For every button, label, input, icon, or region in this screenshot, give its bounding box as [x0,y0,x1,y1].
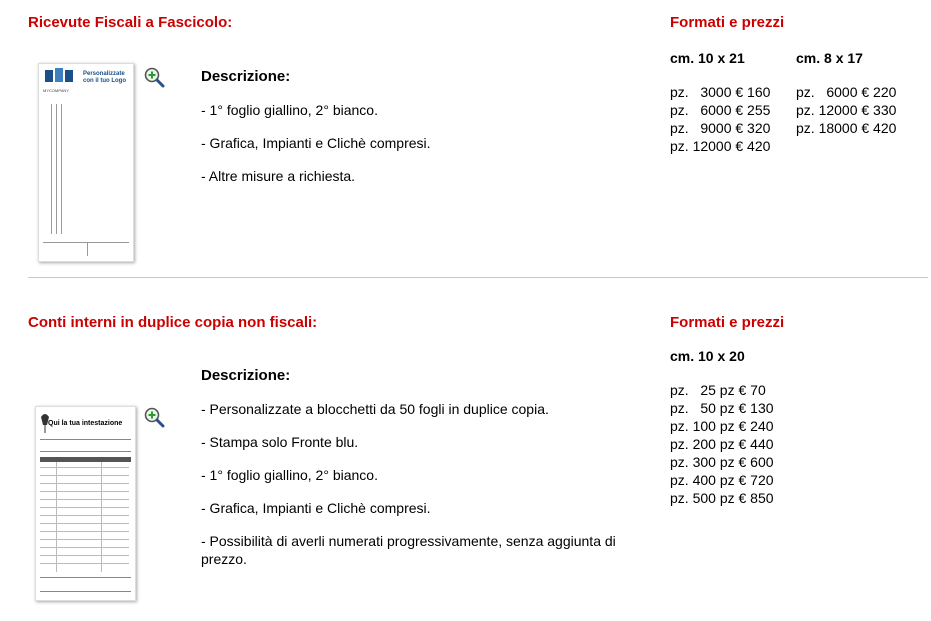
price-line: pz. 18000 € 420 [796,120,897,136]
description-heading: Descrizione: [201,68,291,85]
thumbnail-line [61,104,62,234]
thumbnail-line [40,483,129,484]
thumbnail-line [101,462,102,572]
thumbnail-line [40,451,131,452]
price-line: pz. 500 pz € 850 [670,490,774,506]
thumbnail-line [40,439,131,440]
format-column [796,49,896,137]
thumbnail-line [51,104,52,234]
thumbnail-line [43,242,129,243]
thumbnail-line [40,547,129,548]
format-size-label: cm. 8 x 17 [796,50,863,66]
price-line: pz. 400 pz € 720 [670,472,774,488]
thumbnail-line [40,591,131,592]
description-block [201,367,661,583]
price-line: pz. 9000 € 320 [670,120,771,136]
zoom-in-icon[interactable] [143,66,165,88]
zoom-in-icon[interactable] [143,406,165,428]
section-title: Conti interni in duplice copia non fiscali: [28,314,318,331]
price-line: pz. 12000 € 420 [670,138,771,154]
thumbnail-line [40,523,129,524]
thumbnail-line [40,577,131,578]
price-line: pz. 200 pz € 440 [670,436,774,452]
description-item: - Grafica, Impianti e Clichè compresi. [201,500,431,516]
format-size-label: cm. 10 x 21 [670,50,745,66]
formats-title: Formati e prezzi [670,314,785,331]
format-column [670,49,770,155]
formats-title: Formati e prezzi [670,14,785,31]
description-item: - Grafica, Impianti e Clichè compresi. [201,135,431,151]
thumbnail-table-header [40,457,131,462]
price-line: pz. 3000 € 160 [670,84,771,100]
price-line: pz. 6000 € 220 [796,84,897,100]
thumbnail-line [87,242,88,256]
price-line: pz. 300 pz € 600 [670,454,774,470]
thumbnail-line [40,539,129,540]
product-thumbnail[interactable] [38,63,134,262]
thumbnail-line [40,499,129,500]
price-line: pz. 100 pz € 240 [670,418,774,434]
thumbnail-company: MYCOMPANY [43,88,69,93]
thumbnail-line [56,104,57,234]
thumbnail-line [40,515,129,516]
section-divider [28,277,928,278]
format-size-label: cm. 10 x 20 [670,348,745,364]
section-conti-interni [0,300,931,621]
company-logo-icon [43,68,77,86]
description-item: - Possibilità di averli numerati progressivamente, senza aggiunta di prezzo. [201,533,616,567]
price-line: pz. 25 pz € 70 [670,382,766,398]
thumbnail-line [40,491,129,492]
thumbnail-line [40,507,129,508]
thumbnail-logo-text: Personalizzate con il tuo Logo [83,71,126,84]
thumbnail-line [40,475,129,476]
description-item: - 1° foglio giallino, 2° bianco. [201,467,378,483]
price-line: pz. 6000 € 255 [670,102,771,118]
format-column [670,347,774,507]
price-line: pz. 12000 € 330 [796,102,897,118]
product-thumbnail[interactable] [35,406,136,601]
thumbnail-line [40,563,129,564]
thumbnail-heading: Qui la tua intestazione [48,420,123,427]
description-block [201,68,641,200]
description-heading: Descrizione: [201,367,291,384]
thumbnail-line [40,467,129,468]
section-title: Ricevute Fiscali a Fascicolo: [28,14,233,31]
price-line: pz. 50 pz € 130 [670,400,774,416]
thumbnail-line [40,531,129,532]
thumbnail-line [40,555,129,556]
description-item: - 1° foglio giallino, 2° bianco. [201,102,378,118]
section-ricevute-fiscali [0,0,931,280]
thumbnail-line [56,462,57,572]
description-item: - Altre misure a richiesta. [201,168,356,184]
description-item: - Stampa solo Fronte blu. [201,434,359,450]
description-item: - Personalizzate a blocchetti da 50 fogli in duplice copia. [201,401,549,417]
